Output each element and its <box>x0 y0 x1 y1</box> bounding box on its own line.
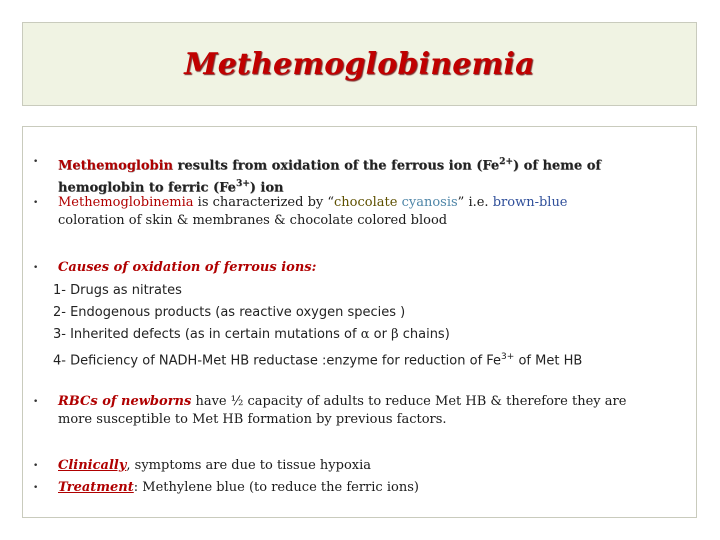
bullet-text <box>58 479 678 497</box>
bullet-text <box>58 194 678 230</box>
bullet-dot: • <box>33 397 39 407</box>
bullet-dot: • <box>33 157 39 167</box>
bullet-dot: • <box>33 483 39 493</box>
list-item <box>53 324 686 346</box>
bullet-dot: • <box>33 461 39 471</box>
text-part: have ½ capacity of adults to reduce Met HB & therefore they are <box>191 394 627 409</box>
list-item <box>53 346 686 372</box>
superscript: 2+ <box>499 157 513 167</box>
term-newborns: RBCs of newborns <box>58 394 192 409</box>
text-part: 4- Deficiency of NADH-Met HB reductase :enzyme for reduction of Fe <box>53 353 502 369</box>
bullet-dot: • <box>33 198 39 208</box>
slide-title: Methemoglobinemia <box>184 46 535 82</box>
text-brown-blue: brown-blue <box>492 195 568 210</box>
text-part: of Met HB <box>514 353 583 369</box>
text-part: chains) <box>398 327 450 342</box>
list-item: 1- Drugs as nitrates <box>53 283 182 298</box>
text-part: : Methylene blue (to reduce the ferric ions) <box>133 480 419 495</box>
term-clinically: Clinically <box>58 458 127 473</box>
text-part: hemoglobin to ferric (Fe <box>58 180 236 196</box>
text-part: ) of heme of <box>512 158 601 174</box>
alpha-symbol: α <box>360 327 370 342</box>
term-treatment: Treatment <box>58 480 134 495</box>
title-box <box>22 22 697 106</box>
bullet-text <box>58 153 678 198</box>
bullet-dot: • <box>33 263 39 273</box>
text-part: more susceptible to Met HB formation by previous factors. <box>58 412 447 427</box>
causes-heading: Causes of oxidation of ferrous ions: <box>58 260 317 275</box>
text-part: is characterized by “ <box>193 195 335 210</box>
term-methemoglobinemia: Methemoglobinemia <box>58 195 194 210</box>
superscript: 3+ <box>501 352 515 362</box>
bullet-text <box>58 393 678 429</box>
text-cyanosis: cyanosis <box>401 195 458 210</box>
bullet-text <box>58 457 678 475</box>
beta-symbol: β <box>391 327 399 342</box>
text-part: results from oxidation of the ferrous ion (Fe <box>173 158 500 174</box>
content-box <box>22 126 697 518</box>
list-item: 2- Endogenous products (as reactive oxygen species ) <box>53 305 406 320</box>
text-part: or <box>369 327 392 342</box>
text-chocolate: chocolate <box>334 195 398 210</box>
text-part: 3- Inherited defects (as in certain mutations of <box>53 327 361 342</box>
text-part: , symptoms are due to tissue hypoxia <box>126 458 372 473</box>
text-part: ” i.e. <box>457 195 493 210</box>
text-part: coloration of skin & membranes & chocolate colored blood <box>58 213 448 228</box>
term-methemoglobin: Methemoglobin <box>58 158 173 174</box>
causes-list <box>53 280 686 372</box>
text-part: ) ion <box>249 180 284 196</box>
superscript: 3+ <box>235 179 250 190</box>
